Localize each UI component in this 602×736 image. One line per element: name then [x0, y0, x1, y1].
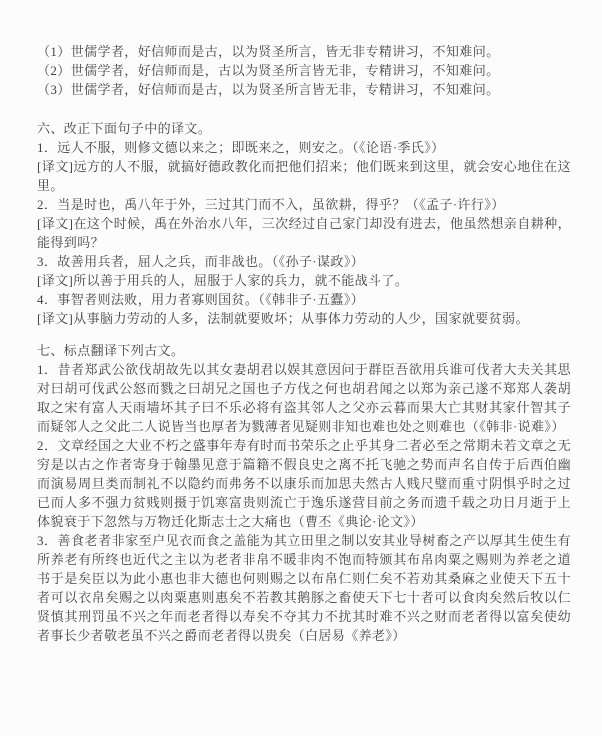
option-line-2: （2）世儒学者，好信师而是，古以为贤圣所言皆无非，专精讲习，不知难问。 — [37, 63, 500, 78]
section-6-item-4-sentence: 4．事智者则法败，用力者寡则国贫。（《韩非子·五蠹》） — [37, 292, 365, 307]
section-7-passage-3: 3．善食老者非家至户见衣而食之盖能为其立田里之制以安其业导树畜之产以厚其生使生有所养老有所终也近代之主以为老者非帛不暖非肉不饱而特颁其布帛肉粟之赐则为养老之道书于是矣臣以为此小惠也非大德也何则赐之以布帛仁则仁矣不若劝其桑麻之业使天下五十者可以衣帛矣赐之以肉粟惠则惠矣不若教其鹅豚之畜使天下七十者可以食肉矣然后牧以仁贤慎其刑罚虽不兴之年而老者得以寿矣不夺其力不扰其时难不兴之财而老者得以富矣使幼者事长少者敬老虽不兴之爵而老者得以贵矣（白居易《养老》） — [37, 533, 571, 643]
section-6-item-2-sentence: 2．当是时也，禹八年于外，三过其门而不入，虽欲耕，得乎？（《孟子·许行》） — [37, 197, 505, 212]
option-line-3: （3）世儒学者，好信师而是古，以为贤圣所言皆无非，专精讲习，不知难问。 — [37, 82, 500, 97]
section-6-item-1-translation: [译文]远方的人不服，就搞好德政教化而把他们招来；他们既来到这里，就会安心地住在这里。 — [37, 159, 571, 193]
section-6-item-4-translation: [译文]从事脑力劳动的人多，法制就要败坏；从事体力劳动的人少，国家就要贫弱。 — [37, 311, 529, 326]
option-line-1: （1）世儒学者，好信师而是古，以为贤圣所言，皆无非专精讲习，不知难问。 — [37, 44, 500, 59]
section-6-item-2-translation: [译文]在这个时候，禹在外治水八年，三次经过自己家门却没有进去，他虽然想亲自耕种，能得到吗？ — [37, 216, 571, 250]
section-6-heading: 六、改正下面句子中的译文。 — [37, 121, 212, 136]
section-7-passage-2: 2．文章经国之大业不朽之盛事年寿有时而书荣乐之止乎其身二者必至之常期未若文章之无穷是以古之作者寄身于翰墨见意于篇籍不假良史之离不托飞驰之势而声名自传于后西伯幽而演易周旦类而制礼不以隐约而弗务不以康乐而加思夫然古人贱尺璧而重寸阴惧乎时之过已而人多不强力贫贱则摄于饥寒富贵则流亡于逸乐遂营目前之务而遗千载之功日月逝于上体貌衰于下忽然与万物迁化斯志士之大痛也（曹丕《典论·论文》） — [37, 438, 571, 529]
section-7-heading: 七、标点翻译下列古文。 — [37, 343, 185, 358]
section-7-passage-1: 1．昔者郑武公欲伐胡故先以其女妻胡君以娱其意因问于群臣吾欲用兵谁可伐者大夫关其思对曰胡可伐武公怒而戮之曰胡兄之国也子方伐之何也胡君闻之以郑为亲己遂不郑郑人袭胡取之宋有富人天雨墙坏其子曰不乐必将有盗其邻人之父亦云暮而果大亡其财其家什智其子而疑邻人之父此二人说皆当也厚者为戮薄者见疑则非知也难也处之则难也（《韩非·说难》） — [37, 362, 571, 434]
section-6-item-1-sentence: 1．远人不服，则修文德以来之；即既来之，则安之。（《论语·季氏》） — [37, 140, 445, 155]
section-6-item-3-sentence: 3．故善用兵者，屈人之兵，而非战也。（《孙子·谋政》） — [37, 254, 365, 269]
section-6-item-3-translation: [译文]所以善于用兵的人，屈服于人家的兵力，就不能战斗了。 — [37, 273, 409, 288]
